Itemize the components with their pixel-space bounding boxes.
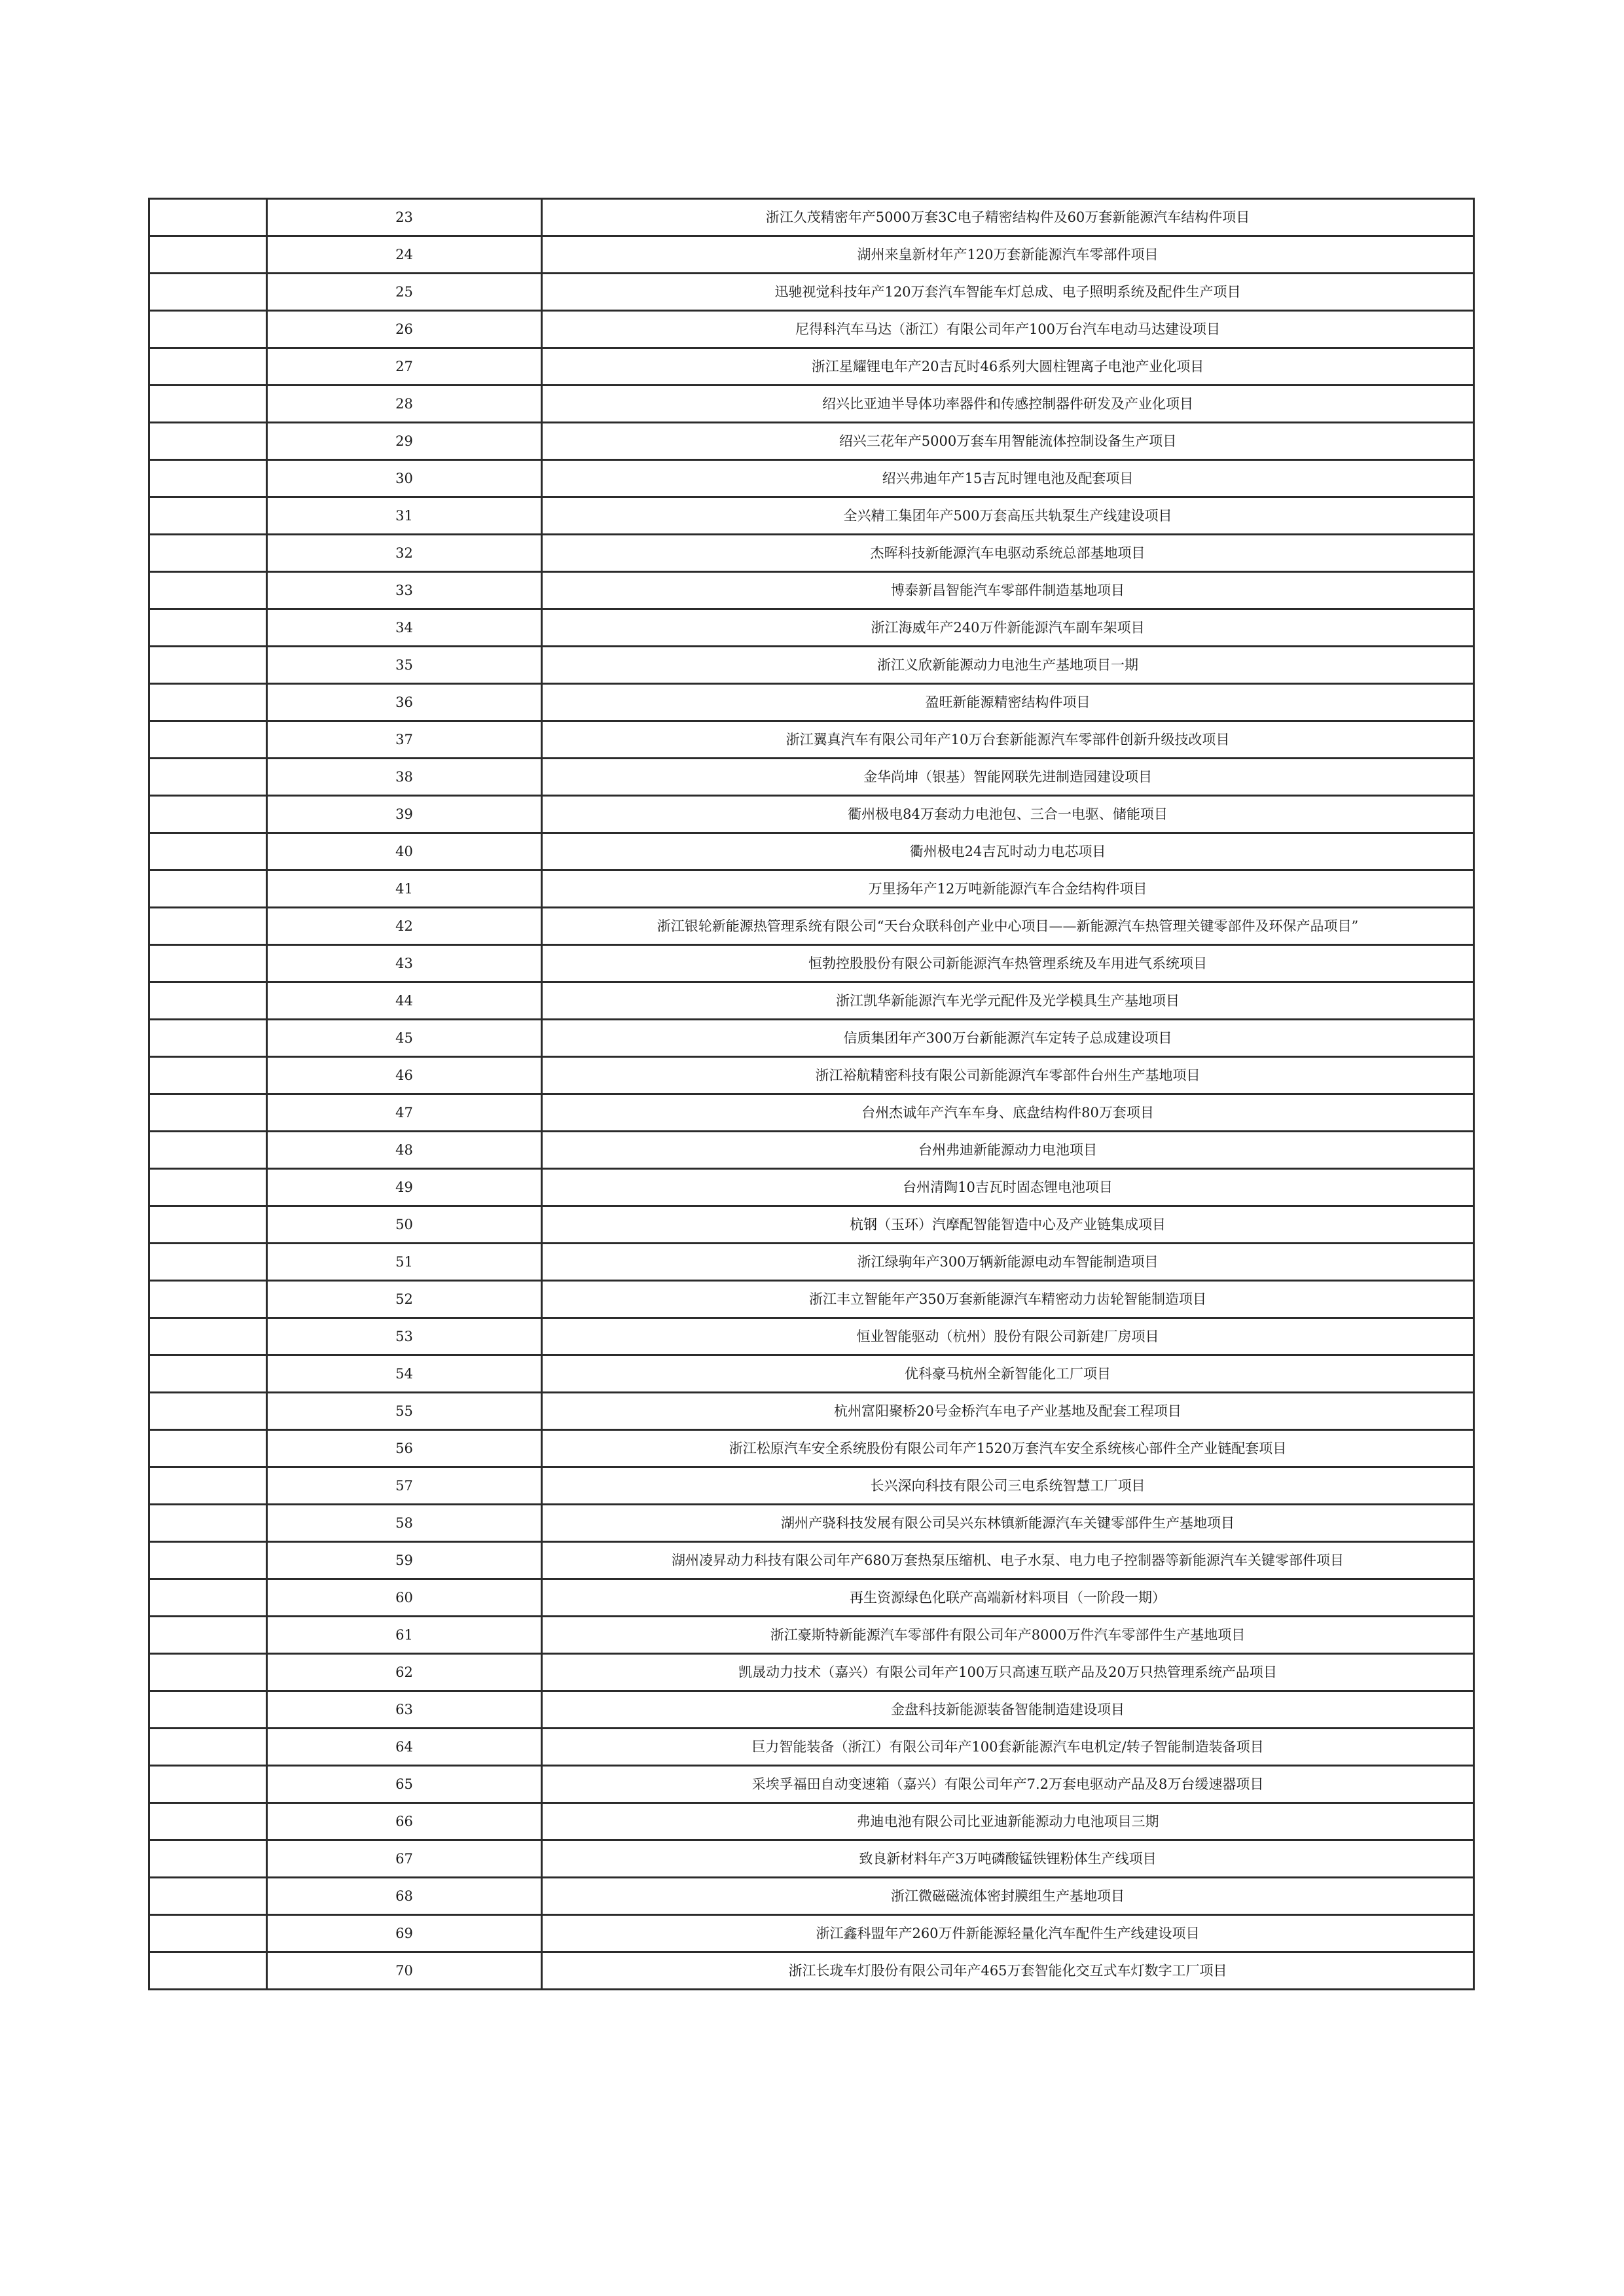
project-name: 湖州产骁科技发展有限公司吴兴东林镇新能源汽车关键零部件生产基地项目 [542, 1505, 1474, 1542]
row-number: 70 [267, 1952, 542, 1990]
row-number: 37 [267, 721, 542, 759]
project-name: 衢州极电24吉瓦时动力电芯项目 [542, 833, 1474, 870]
blank-cell [149, 945, 267, 982]
blank-cell [149, 199, 267, 236]
table-row [149, 348, 1474, 386]
project-name: 衢州极电84万套动力电池包、三合一电驱、储能项目 [542, 796, 1474, 833]
blank-cell [149, 497, 267, 535]
blank-cell [149, 1094, 267, 1132]
row-number: 49 [267, 1169, 542, 1206]
row-number: 48 [267, 1132, 542, 1169]
table-row [149, 1355, 1474, 1393]
row-number: 51 [267, 1244, 542, 1281]
table-row [149, 1803, 1474, 1840]
blank-cell [149, 1020, 267, 1057]
blank-cell [149, 721, 267, 759]
row-number: 59 [267, 1542, 542, 1579]
project-name: 杰晖科技新能源汽车电驱动系统总部基地项目 [542, 535, 1474, 572]
table-row [149, 833, 1474, 870]
row-number: 26 [267, 311, 542, 348]
row-number: 35 [267, 647, 542, 684]
project-name: 浙江微磁磁流体密封膜组生产基地项目 [542, 1878, 1474, 1915]
blank-cell [149, 236, 267, 274]
table-row [149, 572, 1474, 609]
project-name: 杭钢（玉环）汽摩配智能智造中心及产业链集成项目 [542, 1206, 1474, 1244]
blank-cell [149, 535, 267, 572]
project-name: 浙江海威年产240万件新能源汽车副车架项目 [542, 609, 1474, 647]
table-row [149, 1206, 1474, 1244]
blank-cell [149, 609, 267, 647]
table-body [149, 199, 1474, 1990]
table-row [149, 1579, 1474, 1617]
table-row [149, 311, 1474, 348]
project-table [148, 198, 1475, 1990]
project-name: 盈旺新能源精密结构件项目 [542, 684, 1474, 721]
row-number: 23 [267, 199, 542, 236]
project-name: 长兴深向科技有限公司三电系统智慧工厂项目 [542, 1467, 1474, 1505]
row-number: 32 [267, 535, 542, 572]
row-number: 45 [267, 1020, 542, 1057]
blank-cell [149, 1355, 267, 1393]
table-row [149, 759, 1474, 796]
blank-cell [149, 1318, 267, 1355]
project-name: 绍兴弗迪年产15吉瓦时锂电池及配套项目 [542, 460, 1474, 497]
blank-cell [149, 1952, 267, 1990]
blank-cell [149, 1430, 267, 1467]
table-row [149, 609, 1474, 647]
project-name: 杭州富阳聚桥20号金桥汽车电子产业基地及配套工程项目 [542, 1393, 1474, 1430]
blank-cell [149, 1542, 267, 1579]
table-row [149, 199, 1474, 236]
project-name: 恒勃控股股份有限公司新能源汽车热管理系统及车用进气系统项目 [542, 945, 1474, 982]
blank-cell [149, 1505, 267, 1542]
table-row [149, 1281, 1474, 1318]
row-number: 64 [267, 1729, 542, 1766]
table-row [149, 1393, 1474, 1430]
project-name: 弗迪电池有限公司比亚迪新能源动力电池项目三期 [542, 1803, 1474, 1840]
row-number: 65 [267, 1766, 542, 1803]
blank-cell [149, 1206, 267, 1244]
row-number: 53 [267, 1318, 542, 1355]
blank-cell [149, 1467, 267, 1505]
blank-cell [149, 647, 267, 684]
table-row [149, 721, 1474, 759]
table-row [149, 908, 1474, 945]
project-name: 金盘科技新能源装备智能制造建设项目 [542, 1691, 1474, 1729]
table-row [149, 274, 1474, 311]
row-number: 66 [267, 1803, 542, 1840]
row-number: 41 [267, 870, 542, 908]
row-number: 42 [267, 908, 542, 945]
blank-cell [149, 1729, 267, 1766]
table-row [149, 497, 1474, 535]
blank-cell [149, 1803, 267, 1840]
blank-cell [149, 1654, 267, 1691]
blank-cell [149, 982, 267, 1020]
row-number: 34 [267, 609, 542, 647]
row-number: 68 [267, 1878, 542, 1915]
table-row [149, 945, 1474, 982]
project-name: 致良新材料年产3万吨磷酸锰铁锂粉体生产线项目 [542, 1840, 1474, 1878]
row-number: 57 [267, 1467, 542, 1505]
table-row [149, 1169, 1474, 1206]
project-name: 湖州凌昇动力科技有限公司年产680万套热泵压缩机、电子水泵、电力电子控制器等新能源汽车关键零部件项目 [542, 1542, 1474, 1579]
row-number: 44 [267, 982, 542, 1020]
blank-cell [149, 1132, 267, 1169]
blank-cell [149, 1244, 267, 1281]
row-number: 61 [267, 1617, 542, 1654]
project-name: 浙江裕航精密科技有限公司新能源汽车零部件台州生产基地项目 [542, 1057, 1474, 1094]
table-row [149, 1617, 1474, 1654]
project-name: 迅驰视觉科技年产120万套汽车智能车灯总成、电子照明系统及配件生产项目 [542, 274, 1474, 311]
table-row [149, 1691, 1474, 1729]
table-row [149, 684, 1474, 721]
project-name: 浙江银轮新能源热管理系统有限公司“天台众联科创产业中心项目——新能源汽车热管理关键零部件及环保产品项目” [542, 908, 1474, 945]
row-number: 29 [267, 423, 542, 460]
row-number: 28 [267, 386, 542, 423]
table-row [149, 1505, 1474, 1542]
row-number: 55 [267, 1393, 542, 1430]
project-name: 全兴精工集团年产500万套高压共轨泵生产线建设项目 [542, 497, 1474, 535]
blank-cell [149, 386, 267, 423]
table-row [149, 236, 1474, 274]
row-number: 33 [267, 572, 542, 609]
table-row [149, 460, 1474, 497]
project-name: 恒业智能驱动（杭州）股份有限公司新建厂房项目 [542, 1318, 1474, 1355]
blank-cell [149, 572, 267, 609]
table-row [149, 1952, 1474, 1990]
project-name: 浙江松原汽车安全系统股份有限公司年产1520万套汽车安全系统核心部件全产业链配套项目 [542, 1430, 1474, 1467]
project-name: 绍兴比亚迪半导体功率器件和传感控制器件研发及产业化项目 [542, 386, 1474, 423]
row-number: 47 [267, 1094, 542, 1132]
table-row [149, 1244, 1474, 1281]
blank-cell [149, 1393, 267, 1430]
project-name: 浙江鑫科盟年产260万件新能源轻量化汽车配件生产线建设项目 [542, 1915, 1474, 1952]
table-row [149, 1878, 1474, 1915]
table-row [149, 1430, 1474, 1467]
project-name: 浙江丰立智能年产350万套新能源汽车精密动力齿轮智能制造项目 [542, 1281, 1474, 1318]
table-row [149, 1318, 1474, 1355]
project-name: 尼得科汽车马达（浙江）有限公司年产100万台汽车电动马达建设项目 [542, 311, 1474, 348]
table-row [149, 535, 1474, 572]
table-row [149, 647, 1474, 684]
row-number: 54 [267, 1355, 542, 1393]
table-row [149, 1542, 1474, 1579]
blank-cell [149, 1579, 267, 1617]
row-number: 52 [267, 1281, 542, 1318]
row-number: 46 [267, 1057, 542, 1094]
table-row [149, 870, 1474, 908]
blank-cell [149, 1617, 267, 1654]
table-row [149, 1094, 1474, 1132]
blank-cell [149, 870, 267, 908]
row-number: 30 [267, 460, 542, 497]
project-name: 金华尚坤（银基）智能网联先进制造园建设项目 [542, 759, 1474, 796]
row-number: 36 [267, 684, 542, 721]
table-row [149, 423, 1474, 460]
row-number: 62 [267, 1654, 542, 1691]
project-name: 台州杰诚年产汽车车身、底盘结构件80万套项目 [542, 1094, 1474, 1132]
blank-cell [149, 1691, 267, 1729]
blank-cell [149, 684, 267, 721]
row-number: 24 [267, 236, 542, 274]
project-name: 浙江久茂精密年产5000万套3C电子精密结构件及60万套新能源汽车结构件项目 [542, 199, 1474, 236]
project-name: 台州弗迪新能源动力电池项目 [542, 1132, 1474, 1169]
blank-cell [149, 1169, 267, 1206]
row-number: 69 [267, 1915, 542, 1952]
table-row [149, 982, 1474, 1020]
project-name: 再生资源绿色化联产高端新材料项目（一阶段一期） [542, 1579, 1474, 1617]
blank-cell [149, 1281, 267, 1318]
project-name: 绍兴三花年产5000万套车用智能流体控制设备生产项目 [542, 423, 1474, 460]
table-row [149, 1020, 1474, 1057]
blank-cell [149, 1057, 267, 1094]
row-number: 56 [267, 1430, 542, 1467]
row-number: 50 [267, 1206, 542, 1244]
table-row [149, 1654, 1474, 1691]
blank-cell [149, 460, 267, 497]
blank-cell [149, 311, 267, 348]
row-number: 40 [267, 833, 542, 870]
table-row [149, 386, 1474, 423]
project-name: 万里扬年产12万吨新能源汽车合金结构件项目 [542, 870, 1474, 908]
blank-cell [149, 348, 267, 386]
table-row [149, 796, 1474, 833]
project-name: 浙江星耀锂电年产20吉瓦时46系列大圆柱锂离子电池产业化项目 [542, 348, 1474, 386]
row-number: 25 [267, 274, 542, 311]
row-number: 43 [267, 945, 542, 982]
blank-cell [149, 759, 267, 796]
blank-cell [149, 423, 267, 460]
blank-cell [149, 796, 267, 833]
project-name: 信质集团年产300万台新能源汽车定转子总成建设项目 [542, 1020, 1474, 1057]
row-number: 67 [267, 1840, 542, 1878]
row-number: 60 [267, 1579, 542, 1617]
row-number: 63 [267, 1691, 542, 1729]
table-row [149, 1766, 1474, 1803]
table-row [149, 1729, 1474, 1766]
table-row [149, 1132, 1474, 1169]
row-number: 58 [267, 1505, 542, 1542]
project-name: 浙江翼真汽车有限公司年产10万台套新能源汽车零部件创新升级技改项目 [542, 721, 1474, 759]
blank-cell [149, 1766, 267, 1803]
row-number: 31 [267, 497, 542, 535]
project-name: 凯晟动力技术（嘉兴）有限公司年产100万只高速互联产品及20万只热管理系统产品项目 [542, 1654, 1474, 1691]
blank-cell [149, 908, 267, 945]
project-name: 浙江豪斯特新能源汽车零部件有限公司年产8000万件汽车零部件生产基地项目 [542, 1617, 1474, 1654]
project-name: 湖州来皇新材年产120万套新能源汽车零部件项目 [542, 236, 1474, 274]
row-number: 39 [267, 796, 542, 833]
row-number: 38 [267, 759, 542, 796]
blank-cell [149, 274, 267, 311]
project-name: 浙江长珑车灯股份有限公司年产465万套智能化交互式车灯数字工厂项目 [542, 1952, 1474, 1990]
project-name: 浙江义欣新能源动力电池生产基地项目一期 [542, 647, 1474, 684]
project-name: 巨力智能装备（浙江）有限公司年产100套新能源汽车电机定/转子智能制造装备项目 [542, 1729, 1474, 1766]
table-row [149, 1915, 1474, 1952]
table-row [149, 1467, 1474, 1505]
project-name: 台州清陶10吉瓦时固态锂电池项目 [542, 1169, 1474, 1206]
blank-cell [149, 1915, 267, 1952]
blank-cell [149, 1878, 267, 1915]
project-name: 采埃孚福田自动变速箱（嘉兴）有限公司年产7.2万套电驱动产品及8万台缓速器项目 [542, 1766, 1474, 1803]
blank-cell [149, 1840, 267, 1878]
row-number: 27 [267, 348, 542, 386]
project-name: 浙江绿驹年产300万辆新能源电动车智能制造项目 [542, 1244, 1474, 1281]
table-row [149, 1840, 1474, 1878]
table-row [149, 1057, 1474, 1094]
blank-cell [149, 833, 267, 870]
project-name: 优科豪马杭州全新智能化工厂项目 [542, 1355, 1474, 1393]
project-name: 浙江凯华新能源汽车光学元配件及光学模具生产基地项目 [542, 982, 1474, 1020]
project-name: 博泰新昌智能汽车零部件制造基地项目 [542, 572, 1474, 609]
